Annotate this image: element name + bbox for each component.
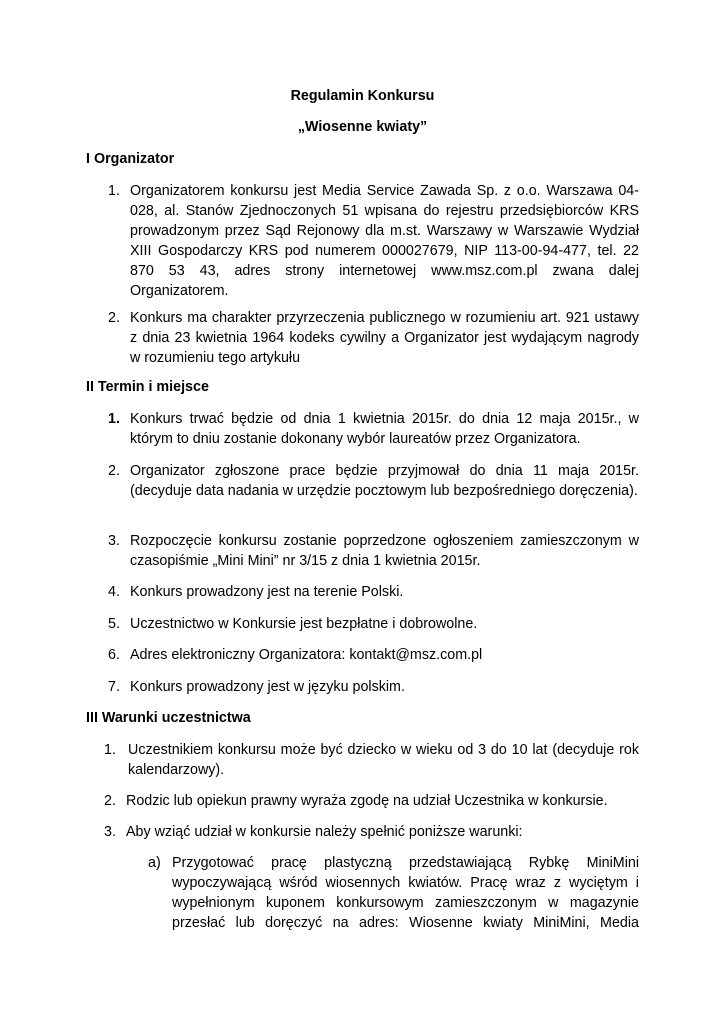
list-item [104, 791, 639, 811]
list-item [108, 461, 639, 501]
sub-list-item-text: Przygotować pracę plastyczną przedstawiającą Rybkę MiniMini wypoczywającą wśród wiosennych kwiatów. Pracę wraz z wyciętym i wypełnionym kuponem konkursowym zamieszczonym w magazynie przesłać lub doręczyć na adres: Wiosenne kwiaty MiniMini, Media [172, 855, 639, 931]
section-heading-warunki: III Warunki uczestnictwa [86, 710, 251, 726]
list-item-text: Organizatorem konkursu jest Media Service Zawada Sp. z o.o. Warszawa 04-028, al. Stanów Zjednoczonych 51 wpisana do rejestru przedsiębiorców KRS prowadzonym przez Sąd Rejonowy dla m.st. Warszawy w Warszawie Wydział XIII Gospodarczy KRS pod numerem 000027679, NIP 113-00-94-477, tel. 22 870 53 43, adres strony internetowej www.msz.com.pl zwana dalej Organizatorem. [130, 183, 639, 299]
list-item-number: 2. [104, 793, 116, 809]
list-item-number: 1. [108, 183, 120, 199]
list-item-text: Rozpoczęcie konkursu zostanie poprzedzone ogłoszeniem zamieszczonym w czasopiśmie „Mini Mini” nr 3/15 z dnia 1 kwietnia 2015r. [130, 533, 639, 569]
list-item-number: 1. [108, 411, 120, 427]
list-item-number: 3. [108, 533, 120, 549]
list-item-number: 1. [104, 742, 116, 758]
list-item-text: Konkurs prowadzony jest na terenie Polski. [130, 584, 404, 600]
list-item-number: 5. [108, 616, 120, 632]
list-item-text: Konkurs ma charakter przyrzeczenia publicznego w rozumieniu art. 921 ustawy z dnia 23 kwietnia 1964 kodeks cywilny a Organizator jest wydającym nagrody w rozumieniu tego artykułu [130, 310, 639, 366]
list-item [108, 308, 639, 368]
list-item [104, 740, 639, 780]
list-item [108, 409, 639, 449]
document-title: Regulamin Konkursu [290, 88, 435, 104]
document-subtitle: „Wiosenne kwiaty” [297, 119, 428, 135]
list-item [108, 645, 639, 665]
list-item-text: Adres elektroniczny Organizatora: kontakt@msz.com.pl [130, 647, 483, 663]
list-item [108, 677, 639, 697]
list-item-number: 7. [108, 679, 120, 695]
list-item-number: 2. [108, 310, 120, 326]
list-item-number: 4. [108, 584, 120, 600]
list-item-text: Konkurs trwać będzie od dnia 1 kwietnia 2015r. do dnia 12 maja 2015r., w którym to dniu zostanie dokonany wybór laureatów przez Organizatora. [130, 411, 639, 447]
list-item-text: Aby wziąć udział w konkursie należy spełnić poniższe warunki: [126, 824, 523, 840]
list-item [108, 582, 639, 602]
list-item-number: 3. [104, 824, 116, 840]
list-item [108, 181, 639, 301]
sub-list-item-letter: a) [148, 855, 161, 871]
section-heading-termin: II Termin i miejsce [86, 379, 209, 395]
list-item [108, 614, 639, 634]
list-item-text: Uczestnikiem konkursu może być dziecko w wieku od 3 do 10 lat (decyduje rok kalendarzowy). [128, 742, 639, 778]
list-item-text: Organizator zgłoszone prace będzie przyjmował do dnia 11 maja 2015r. (decyduje data nadania w urzędzie pocztowym lub bezpośredniego doręczenia). [130, 463, 639, 499]
section-heading-organizator: I Organizator [86, 151, 175, 167]
sub-list-item [148, 853, 639, 933]
list-item-text: Rodzic lub opiekun prawny wyraża zgodę na udział Uczestnika w konkursie. [126, 793, 608, 809]
list-item-number: 6. [108, 647, 120, 663]
list-item-text: Konkurs prowadzony jest w języku polskim. [130, 679, 405, 695]
list-item [108, 531, 639, 571]
list-item-number: 2. [108, 463, 120, 479]
list-item-text: Uczestnictwo w Konkursie jest bezpłatne i dobrowolne. [130, 616, 478, 632]
list-item [104, 822, 639, 842]
